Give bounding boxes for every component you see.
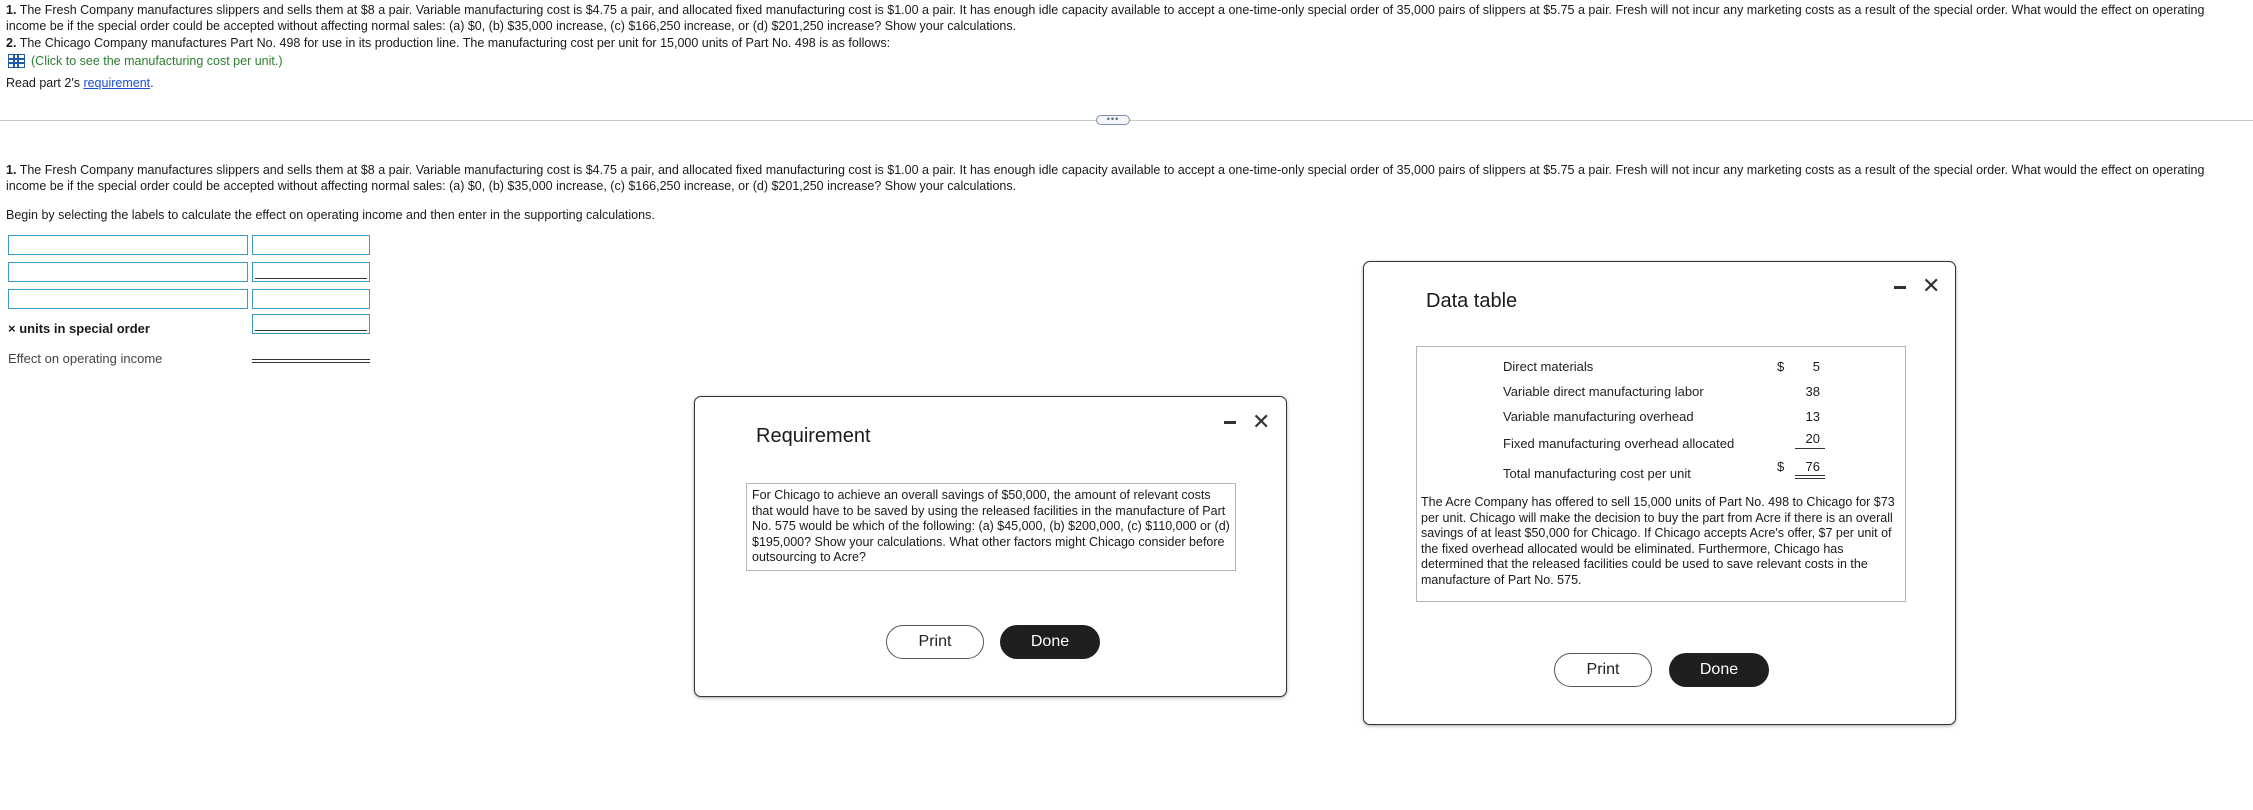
data-table-modal <box>1363 261 1956 725</box>
amount-input-2[interactable] <box>252 262 370 282</box>
cost-row-dollar: $ <box>1777 359 1785 374</box>
close-icon[interactable]: ✕ <box>1252 409 1271 434</box>
minimize-icon[interactable] <box>1224 421 1236 424</box>
cost-row-label: Direct materials <box>1503 359 1594 374</box>
label-dropdown-2[interactable] <box>8 262 248 282</box>
manufacturing-cost-link-text[interactable]: (Click to see the manufacturing cost per unit.) <box>31 54 283 68</box>
table-icon[interactable] <box>8 54 25 68</box>
effect-total-double-underline[interactable] <box>252 359 370 363</box>
read-requirement-line <box>6 76 154 90</box>
print-button[interactable]: Print <box>886 625 984 659</box>
read-requirement-suffix: . <box>150 76 154 90</box>
problem-2-statement <box>6 35 2246 51</box>
cost-row-value: 13 <box>1805 409 1820 424</box>
data-table <box>1416 346 1906 602</box>
problem-1-number: 1. <box>6 3 17 17</box>
cost-row-label: Fixed manufacturing overhead allocated <box>1503 436 1735 451</box>
cost-row-value: 20 <box>1805 431 1820 446</box>
problem-1-text: The Fresh Company manufactures slippers and sells them at $8 a pair. Variable manufacturing cost is $4.75 a pair, and allocated fixed manufacturing cost is $1.00 a pair. It has enough idle capacity available to accept a one-time-only special order of 35,000 pairs of slippers at $5.75 a pair. Fresh will not incur any marketing costs as a result of the special order. What would the effect on operating income be if the special order could be accepted without affecting normal sales: (a) $0, (b) $35,000 increase, (c) $166,250 increase, or (d) $201,250 increase? Show your calculations. <box>6 3 2205 33</box>
instruction-text: Begin by selecting the labels to calculate the effect on operating income and then enter in the supporting calculations. <box>6 208 655 222</box>
effect-on-operating-income-label: Effect on operating income <box>8 351 163 366</box>
done-button[interactable]: Done <box>1669 653 1769 687</box>
requirement-modal <box>694 396 1287 697</box>
requirement-text: For Chicago to achieve an overall savings of $50,000, the amount of relevant costs that would have to be saved by using the released facilities in the manufacture of Part No. 575 would be which of the following: (a) $45,000, (b) $200,000, (c) $110,000 or (d) $195,000? Show your calculations. What other factors might Chicago consider before outsourcing to Acre? <box>746 483 1236 571</box>
read-requirement-prefix: Read part 2's <box>6 76 84 90</box>
cost-row-label: Variable manufacturing overhead <box>1503 409 1694 424</box>
problem-2-text: The Chicago Company manufactures Part No. 498 for use in its production line. The manufacturing cost per unit for 15,000 units of Part No. 498 is as follows: <box>19 36 891 50</box>
divider-handle[interactable]: ••• <box>1096 115 1130 125</box>
work-problem-text: The Fresh Company manufactures slippers and sells them at $8 a pair. Variable manufacturing cost is $4.75 a pair, and allocated fixed manufacturing cost is $1.00 a pair. It has enough idle capacity available to accept a one-time-only special order of 35,000 pairs of slippers at $5.75 a pair. Fresh will not incur any marketing costs as a result of the special order. What would the effect on operating income be if the special order could be accepted without affecting normal sales: (a) $0, (b) $35,000 increase, (c) $166,250 increase, or (d) $201,250 increase? Show your calculations. <box>6 163 2205 193</box>
work-problem-number: 1. <box>6 163 17 177</box>
data-table-modal-title: Data table <box>1426 290 1518 312</box>
amount-input-3[interactable] <box>252 289 370 309</box>
cost-row-dollar: $ <box>1777 459 1785 474</box>
amount-input-1[interactable] <box>252 235 370 255</box>
label-dropdown-3[interactable] <box>8 289 248 309</box>
cost-row-value: 5 <box>1812 359 1820 374</box>
units-input[interactable] <box>252 314 370 334</box>
work-problem-statement <box>6 162 2246 194</box>
minimize-icon[interactable] <box>1894 286 1906 289</box>
cost-row-value: 38 <box>1805 384 1820 399</box>
total-double-underline <box>1795 475 1825 479</box>
cost-row-label: Total manufacturing cost per unit <box>1503 466 1691 481</box>
requirement-link[interactable]: requirement <box>83 76 151 90</box>
requirement-modal-title: Requirement <box>756 425 871 447</box>
problem-2-number: 2. <box>6 36 17 50</box>
close-icon[interactable]: ✕ <box>1922 273 1941 298</box>
problem-1-statement <box>6 2 2246 34</box>
data-table-description: The Acre Company has offered to sell 15,000 units of Part No. 498 to Chicago for $73 per unit. Chicago will make the decision to buy the part from Acre if there is an overall savings of at least $50,000 for Chicago. If Chicago accepts Acre's offer, $7 per unit of the fixed overhead allocated would be eliminated. Furthermore, Chicago has determined that the released facilities could be used to save relevant costs in the manufacture of Part No. 575. <box>1421 495 1895 587</box>
manufacturing-cost-link[interactable] <box>8 54 283 68</box>
label-dropdown-1[interactable] <box>8 235 248 255</box>
done-button[interactable]: Done <box>1000 625 1100 659</box>
cost-row-value: 76 <box>1805 459 1820 474</box>
cost-row-label: Variable direct manufacturing labor <box>1503 384 1704 399</box>
subtotal-underline <box>1795 448 1825 449</box>
units-in-special-order-label: × units in special order <box>8 321 150 336</box>
print-button[interactable]: Print <box>1554 653 1652 687</box>
